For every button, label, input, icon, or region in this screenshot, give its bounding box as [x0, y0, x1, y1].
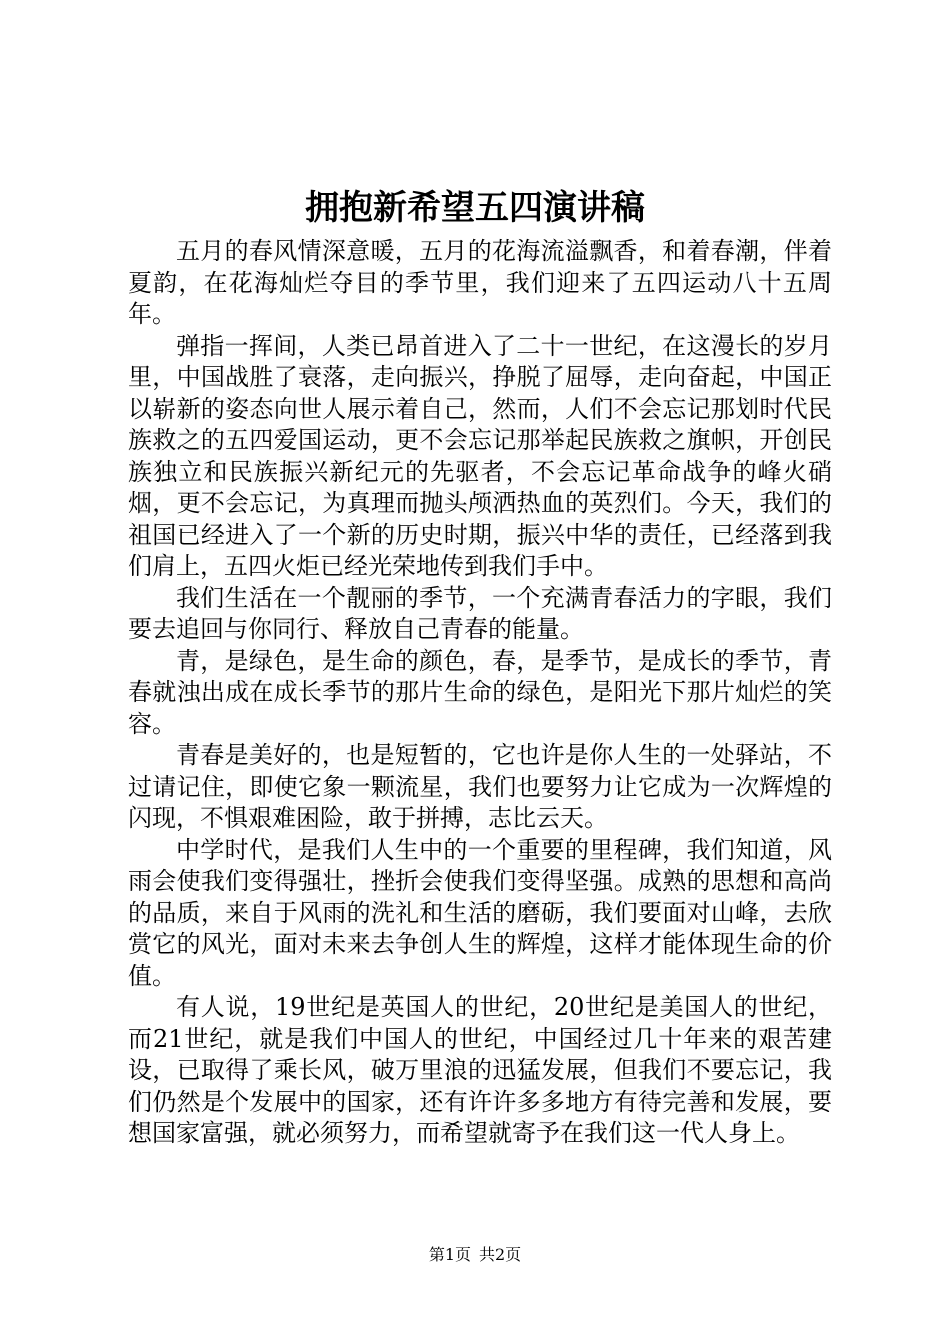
- paragraph-1: 五月的春风情深意暖，五月的花海流溢飘香，和着春潮，伴着夏韵，在花海灿烂夺目的季节里，我们迎来了五四运动八十五周年。: [128, 237, 832, 328]
- paragraph-6: 中学时代，是我们人生中的一个重要的里程碑，我们知道，风雨会使我们变得强壮，挫折会使我们变得坚强。成熟的思想和高尚的品质，来自于风雨的洗礼和生活的磨砺，我们要面对山峰，去欣赏它的风光，面对未来去争创人生的辉煌，这样才能体现生命的价值。: [128, 835, 832, 990]
- paragraph-5: 青春是美好的，也是短暂的，它也许是你人生的一处驿站，不过请记住，即使它象一颗流星，我们也要努力让它成为一次辉煌的闪现，不惧艰难困险，敢于拼搏，志比云天。: [128, 741, 832, 832]
- paragraph-2: 弹指一挥间，人类已昂首进入了二十一世纪，在这漫长的岁月里，中国战胜了衰落，走向振兴，挣脱了屈辱，走向奋起，中国正以崭新的姿态向世人展示着自己，然而，人们不会忘记那划时代民族救之的五四爱国运动，更不会忘记那举起民族救之旗帜，开创民族独立和民族振兴新纪元的先驱者，不会忘记革命战争的峰火硝烟，更不会忘记，为真理而抛头颅洒热血的英烈们。今天，我们的祖国已经进入了一个新的历史时期，振兴中华的责任，已经落到我们肩上，五四火炬已经光荣地传到我们手中。: [128, 331, 832, 580]
- paragraph-7: 有人说，19世纪是英国人的世纪，20世纪是美国人的世纪，而21世纪，就是我们中国人的世纪，中国经过几十年来的艰苦建设，已取得了乘长风，破万里浪的迅猛发展，但我们不要忘记，我们仍然是个发展中的国家，还有许许多多地方有待完善和发展，要想国家富强，就必须努力，而希望就寄予在我们这一代人身上。: [128, 993, 832, 1147]
- document-body: [128, 236, 832, 1150]
- page-number-current: 第1页: [428, 1245, 471, 1264]
- paragraph-4: 青，是绿色，是生命的颜色，春，是季节，是成长的季节，青春就浊出成在成长季节的那片生命的绿色，是阳光下那片灿烂的笑容。: [128, 646, 832, 738]
- paragraph-3: 我们生活在一个靓丽的季节，一个充满青春活力的字眼，我们要去追回与你同行、释放自己青春的能量。: [128, 583, 832, 643]
- page-number-total: 共2页: [479, 1245, 522, 1264]
- page-footer: [0, 1244, 950, 1266]
- document-title: 拥抱新希望五四演讲稿: [305, 188, 645, 228]
